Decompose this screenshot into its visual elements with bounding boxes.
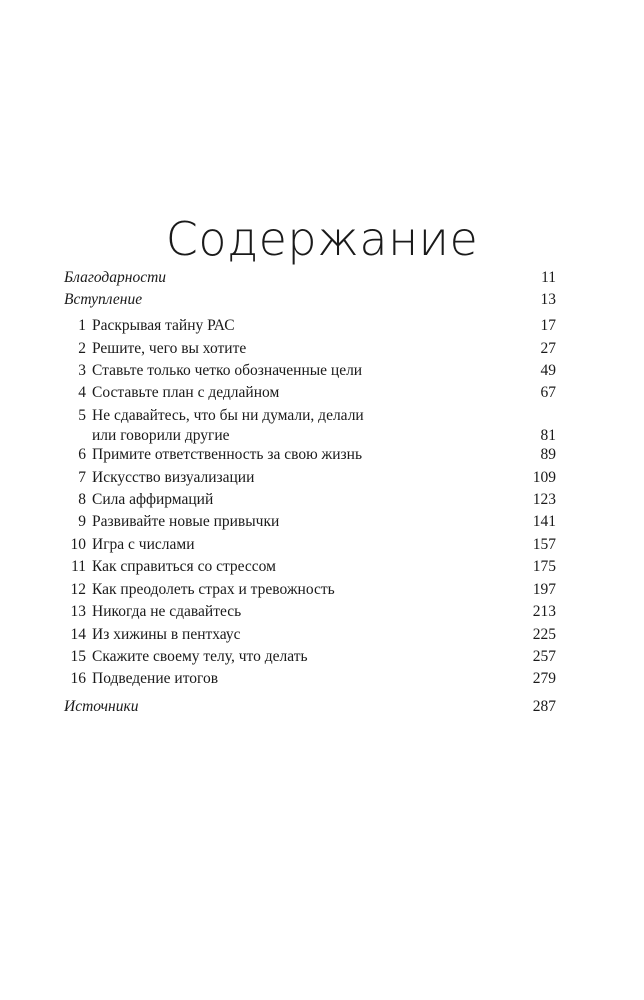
toc-entry-chapter-3[interactable] <box>64 361 556 381</box>
toc-entry-title: Источники <box>64 698 139 715</box>
toc-entry-chapter-7[interactable] <box>64 468 556 488</box>
toc-entry-introduction[interactable] <box>64 290 556 310</box>
toc-entry-page: 141 <box>532 513 556 530</box>
chapter-number: 15 <box>70 648 86 665</box>
chapter-number: 5 <box>78 407 86 424</box>
toc-entry-page: 287 <box>532 698 556 715</box>
chapter-number: 6 <box>78 446 86 463</box>
toc-entry-page: 17 <box>540 317 556 334</box>
toc-entry-title: Благодарности <box>64 269 167 286</box>
toc-entry-chapter-1[interactable] <box>64 316 556 336</box>
toc-entry-page: 67 <box>540 384 556 401</box>
toc-entry-title-line2: или говорили другие <box>92 427 230 444</box>
toc-entry-title: Примите ответственность за свою жизнь <box>92 446 363 463</box>
chapter-number: 11 <box>71 558 86 575</box>
toc-entry-title <box>92 406 364 446</box>
toc-entry-title: Игра с числами <box>92 536 195 553</box>
toc-entry-chapter-2[interactable] <box>64 339 556 359</box>
toc-entry-page: 89 <box>540 446 556 463</box>
toc-entry-acknowledgements[interactable] <box>64 268 556 288</box>
chapter-number: 2 <box>78 340 86 357</box>
chapter-number: 10 <box>70 536 86 553</box>
toc-entry-title: Сила аффирмаций <box>92 491 214 508</box>
toc-entry-page: 81 <box>540 427 556 444</box>
chapter-number: 12 <box>70 581 86 598</box>
toc-entry-page: 213 <box>532 603 556 620</box>
toc-entry-title: Раскрывая тайну РАС <box>92 317 235 334</box>
chapter-number: 1 <box>78 317 86 334</box>
toc-entry-page: 157 <box>532 536 556 553</box>
toc-entry-chapter-14[interactable] <box>64 625 556 645</box>
toc-entry-title: Как преодолеть страх и тревожность <box>92 581 335 598</box>
toc-entry-chapter-11[interactable] <box>64 557 556 577</box>
toc-entry-title: Вступление <box>64 291 143 308</box>
chapter-number: 13 <box>70 603 86 620</box>
toc-entry-page: 11 <box>541 269 556 286</box>
toc-entry-title: Скажите своему телу, что делать <box>92 648 308 665</box>
toc-entry-chapter-4[interactable] <box>64 383 556 403</box>
toc-entry-page: 197 <box>532 581 556 598</box>
toc-entry-chapter-13[interactable] <box>64 602 556 622</box>
chapter-number: 8 <box>78 491 86 508</box>
toc-entry-title: Составьте план с дедлайном <box>92 384 280 401</box>
toc-entry-chapter-8[interactable] <box>64 490 556 510</box>
toc-entry-title-line1: Не сдавайтесь, что бы ни думали, делали <box>92 407 364 424</box>
toc-entry-page: 13 <box>540 291 556 308</box>
page-title: Содержание <box>165 211 479 266</box>
chapter-number: 9 <box>78 513 86 530</box>
toc-entry-page: 225 <box>532 626 556 643</box>
toc-entry-page: 175 <box>532 558 556 575</box>
toc-entry-page: 257 <box>532 648 556 665</box>
chapter-number: 16 <box>70 670 86 687</box>
toc-entry-sources[interactable] <box>64 697 556 717</box>
toc-entry-chapter-16[interactable] <box>64 669 556 689</box>
toc-entry-title: Развивайте новые привычки <box>92 513 280 530</box>
toc-entry-chapter-15[interactable] <box>64 647 556 667</box>
toc-entry-page: 109 <box>532 469 556 486</box>
toc-entry-title: Из хижины в пентхаус <box>92 626 241 643</box>
toc-entry-page: 279 <box>532 670 556 687</box>
toc-entry-page: 49 <box>540 362 556 379</box>
toc-entry-chapter-5[interactable] <box>64 406 556 448</box>
chapter-number: 3 <box>78 362 86 379</box>
toc-entry-title: Ставьте только четко обозначенные цели <box>92 362 363 379</box>
chapter-number: 14 <box>70 626 86 643</box>
toc-entry-title: Никогда не сдавайтесь <box>92 603 242 620</box>
chapter-number: 4 <box>78 384 86 401</box>
toc-entry-chapter-10[interactable] <box>64 535 556 555</box>
chapter-number: 7 <box>78 469 86 486</box>
toc-entry-title: Искусство визуализации <box>92 469 255 486</box>
toc-entry-chapter-12[interactable] <box>64 580 556 600</box>
toc-entry-chapter-9[interactable] <box>64 512 556 532</box>
toc-entry-title: Подведение итогов <box>92 670 219 687</box>
toc-entry-page: 27 <box>540 340 556 357</box>
toc-entry-chapter-6[interactable] <box>64 445 556 465</box>
toc-entry-page: 123 <box>532 491 556 508</box>
toc-entry-title: Решите, чего вы хотите <box>92 340 247 357</box>
toc-entry-title: Как справиться со стрессом <box>92 558 276 575</box>
